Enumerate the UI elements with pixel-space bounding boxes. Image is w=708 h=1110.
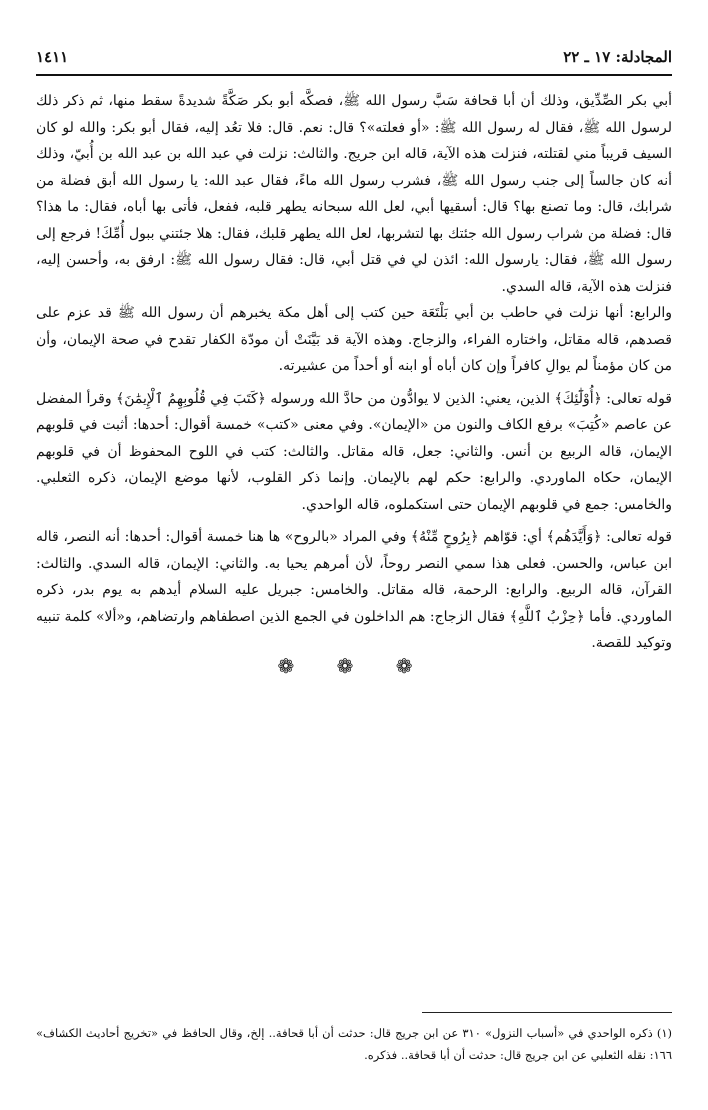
paragraph-3: قوله تعالى: ﴿أُوْلَٰٓئِكَ﴾ الذين، يعني: الذين لا يوادُّون من حادَّ الله ورسوله ﴿كَتَبَ فِي قُلُوبِهِمُ ٱلْإِيمَٰنَ﴾ وقرأ المفضل عن عاصم «كُتِبَ» برفع الكاف والنون من «الإيمان». وفي معنى «كتب» خمسة أقوال: أحدها: أثبت في قلوبهم الإيمان، قاله الربيع بن أنس. والثاني: جعل، قاله مقاتل. والثالث: كتب في اللوح المحفوظ أن في قلوبهم الإيمان، حكاه الماوردي. والرابع: حكم لهم بالإيمان. وإنما ذكر القلوب، لأنها موضع الإيمان، ذكره الثعلبي. والخامس: جمع في قلوبهم الإيمان حتى استكملوه، قاله الواحدي. xyxy=(36,390,672,513)
page-number: ١٤١١ xyxy=(36,48,69,66)
paragraph-4: قوله تعالى: ﴿وَأَيَّدَهُم﴾ أي: قوّاهم ﴿بِرُوحٍ مِّنْهُ﴾ وفي المراد «بالروح» ها هنا خمسة أقوال: أحدها: أنه النصر، قاله ابن عباس، والحسن. فعلى هذا سمي النصر روحاً، لأن أمرهم يحيا به. والثاني: الإيمان، قاله السدي. والثالث: القرآن، قاله الربيع. والرابع: الرحمة، قاله مقاتل. والخامس: جبريل عليه السلام أيدهم به يوم بدر، ذكره الماوردي. فأما ﴿حِزْبُ ٱللَّهِ﴾ فقال الزجاج: هم الداخلون في الجمع الذين اصطفاهم وارتضاهم، و«ألا» كلمة تنبيه وتوكيد للقصة. xyxy=(36,529,672,651)
main-text xyxy=(36,88,672,657)
running-title: المجادلة: ١٧ ـ ٢٢ xyxy=(563,48,672,66)
page-header xyxy=(36,48,672,70)
footnote-rule xyxy=(422,1012,672,1013)
paragraph-1: أبي بكر الصِّدِّيق، وذلك أن أبا قحافة سَبَّ رسول الله ﷺ، فصكَّه أبو بكر صَكَّةً شديدةً سقط منها، ثم ذكر ذلك لرسول الله ﷺ، فقال له رسول الله ﷺ: «أو فعلته»؟ قال: نعم. قال: فلا تعُد إليه، فقال أبو بكر: والله لو كان السيف قريباً مني لقتلته، فنزلت هذه الآية، قاله ابن جريج. والثالث: نزلت في عبد الله بن عبد الله بن أُبيّ، وذلك أنه كان جالساً إلى جنب رسول الله ﷺ، فشرب رسول الله ماءً، فقال عبد الله: يا رسول الله أبق فضلة من شرابك، قال: وما تصنع بها؟ قال: أسقيها أبي، لعل الله سبحانه يطهر قلبه، ففعل، فأتى بها أباه، فقال: ما هذا؟ قال: فضلة من شراب رسول الله جئتك بها لتشربها، لعل الله يطهر قلبك، فقال: هلا جئتني ببول أُمِّكَ! فرجع إلى رسول الله ﷺ، فقال: يارسول الله: ائذن لي في قتل أبي، قال: فقال رسول الله ﷺ: ارفق به، وأحسن إليه، فنزلت هذه الآية، قاله السدي. xyxy=(36,93,672,295)
section-separator: ❁ ❁ ❁ xyxy=(277,654,431,678)
header-rule xyxy=(36,74,672,76)
paragraph-2: والرابع: أنها نزلت في حاطب بن أبي بَلْتَعَة حين كتب إلى أهل مكة يخبرهم أن رسول الله ﷺ قد عزم على قصدهم، قاله مقاتل، واختاره الفراء، والزجاج. وهذه الآية قد بَيَّنَتْ أن مودّة الكفار تقدح في صحة الإيمان، وأن من كان مؤمناً لم يوالِ كافراً وإن كان أباه أو ابنه أو أحداً من عشيرته. xyxy=(36,305,672,374)
footnote: (١) ذكره الواحدي في «أسباب النزول» ٣١٠ عن ابن جريج قال: حدثت أن أبا قحافة.. إلخ، وقال الحافظ في «تخريج أحاديث الكشاف» ١٦٦: نقله الثعلبي عن ابن جريج قال: حدثت أن أبا قحافة.. فذكره. xyxy=(36,1026,673,1062)
